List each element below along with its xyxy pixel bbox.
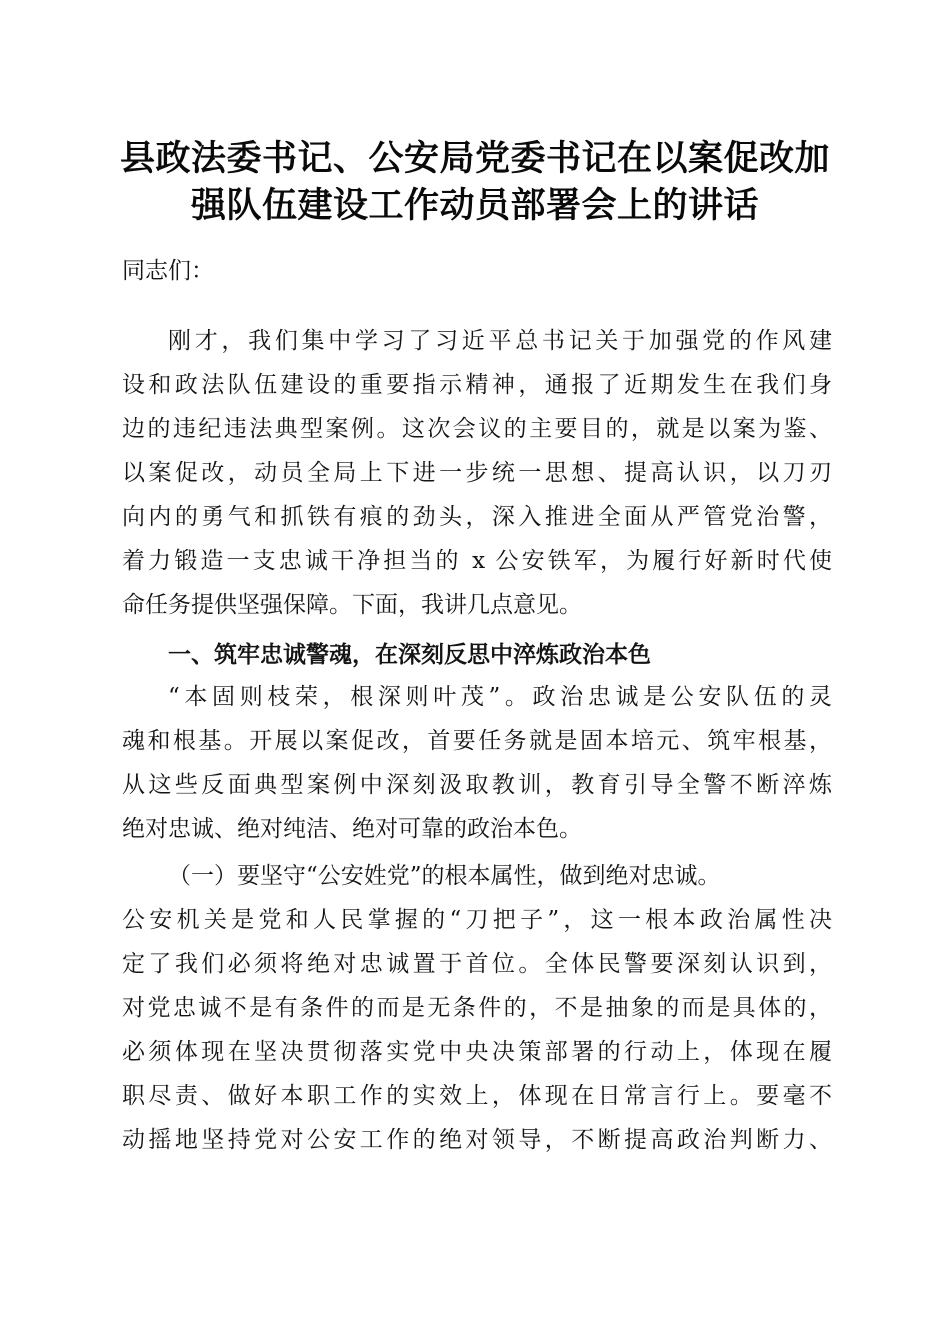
paragraph-line: 向内的勇气和抓铁有痕的劲头，深入推进全面从严管党治警，	[122, 504, 832, 530]
paragraph-line: 绝对忠诚、绝对纯洁、绝对可靠的政治本色。	[122, 816, 582, 842]
subsection-heading: （一）要坚守“公安姓党”的根本属性，做到绝对忠诚。	[168, 863, 721, 889]
paragraph-line: 动摇地坚持党对公安工作的绝对领导，不断提高政治判断力、	[122, 1127, 832, 1153]
document-title-line-2: 强队伍建设工作动员部署会上的讲话	[190, 186, 759, 226]
paragraph-line: 边的违纪违法典型案例。这次会议的主要目的，就是以案为鉴、	[122, 416, 832, 442]
document-title-line-1: 县政法委书记、公安局党委书记在以案促改加	[119, 139, 830, 179]
paragraph-line: 刚才，我们集中学习了习近平总书记关于加强党的作风建	[168, 328, 832, 354]
paragraph-line: “本固则枝荣，根深则叶茂”。政治忠诚是公安队伍的灵	[168, 684, 832, 710]
paragraph-line: 魂和根基。开展以案促改，首要任务就是固本培元、筑牢根基，	[122, 728, 832, 754]
section-heading: 一、筑牢忠诚警魂，在深刻反思中淬炼政治本色	[168, 642, 651, 668]
paragraph-line: 着力锻造一支忠诚干净担当的 x 公安铁军，为履行好新时代使	[122, 548, 832, 574]
paragraph-line: 职尽责、做好本职工作的实效上，体现在日常言行上。要毫不	[122, 1083, 832, 1109]
paragraph-line: 必须体现在坚决贯彻落实党中央决策部署的行动上，体现在履	[122, 1039, 832, 1065]
paragraph-line: 设和政法队伍建设的重要指示精神，通报了近期发生在我们身	[122, 372, 832, 398]
paragraph-line: 命任务提供坚强保障。下面，我讲几点意见。	[122, 592, 582, 618]
salutation: 同志们：	[122, 258, 214, 284]
paragraph-line: 定了我们必须将绝对忠诚置于首位。全体民警要深刻认识到，	[122, 951, 832, 977]
paragraph-line: 以案促改，动员全局上下进一步统一思想、提高认识，以刀刃	[122, 460, 832, 486]
paragraph-line: 从这些反面典型案例中深刻汲取教训，教育引导全警不断淬炼	[122, 772, 832, 798]
paragraph-line: 公安机关是党和人民掌握的“刀把子”，这一根本政治属性决	[122, 907, 832, 933]
paragraph-line: 对党忠诚不是有条件的而是无条件的，不是抽象的而是具体的，	[122, 995, 832, 1021]
